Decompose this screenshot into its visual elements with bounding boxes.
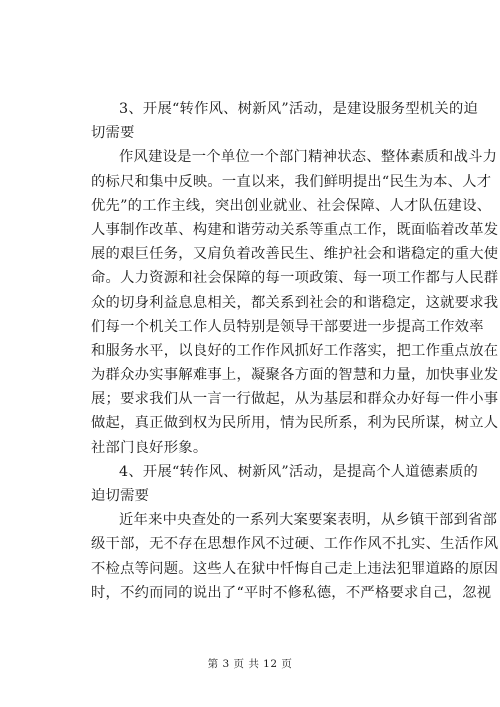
section-3-heading-line-2: 切需要: [91, 125, 135, 142]
page-number-footer: 第 3 页 共 12 页: [207, 658, 293, 670]
paragraph-line: 的标尺和集中反映。一直以来，我们鲜明提出“民生为本、人才: [91, 173, 492, 190]
paragraph-line: 展的艰巨任务，又肩负着改善民生、维护社会和谐稳定的重大使: [91, 246, 499, 263]
section-4-heading-line-1: 4、开展“转作风、树新风”活动，是提高个人道德素质的: [119, 463, 479, 480]
document-body: [91, 97, 499, 605]
paragraph-line: 不检点等问题。这些人在狱中忏悔自己走上违法犯罪道路的原因: [91, 560, 499, 577]
section-4-heading-line-2: 迫切需要: [91, 488, 150, 504]
paragraph-line: 时，不约而同的说出了“平时不修私德，不严格要求自己，忽视: [91, 584, 492, 601]
paragraph-line: 命。人力资源和社会保障的每一项政策、每一项工作都与人民群: [91, 270, 499, 287]
paragraph-line: 人事制作改革、构建和谐劳动关系等重点工作，既面临着改革发: [91, 221, 499, 238]
paragraph-line: 为群众办实事解难事上，凝聚各方面的智慧和力量，加快事业发: [91, 367, 499, 384]
paragraph-line: 级干部，无不存在思想作风不过硬、工作作风不扎实、生活作风: [91, 536, 499, 553]
paragraph-line: 近年来中央查处的一系列大案要案表明，从乡镇干部到省部: [119, 512, 498, 529]
paragraph-line: 众的切身利益息息相关，都关系到社会的和谐稳定，这就要求我: [91, 294, 499, 311]
paragraph-line: 展；要求我们从一言一行做起，从为基层和群众办好每一件小事: [91, 391, 499, 408]
paragraph-line: 作风建设是一个单位一个部门精神状态、整体素质和战斗力: [119, 149, 498, 166]
paragraph-line: 们每一个机关工作人员特别是领导干部要进一步提高工作效率: [91, 318, 484, 335]
paragraph-line: 优先”的工作主线，突出创业就业、社会保障、人才队伍建设、: [91, 197, 492, 214]
paragraph-line: 做起，真正做到权为民所用，情为民所系，利为民所谋，树立人: [91, 415, 499, 432]
section-3-heading-line-1: 3、开展“转作风、树新风”活动，是建设服务型机关的迫: [119, 101, 479, 117]
paragraph-line: 和服务水平，以良好的工作作风抓好工作落实，把工作重点放在: [91, 342, 499, 359]
paragraph-line: 社部门良好形象。: [91, 439, 208, 456]
